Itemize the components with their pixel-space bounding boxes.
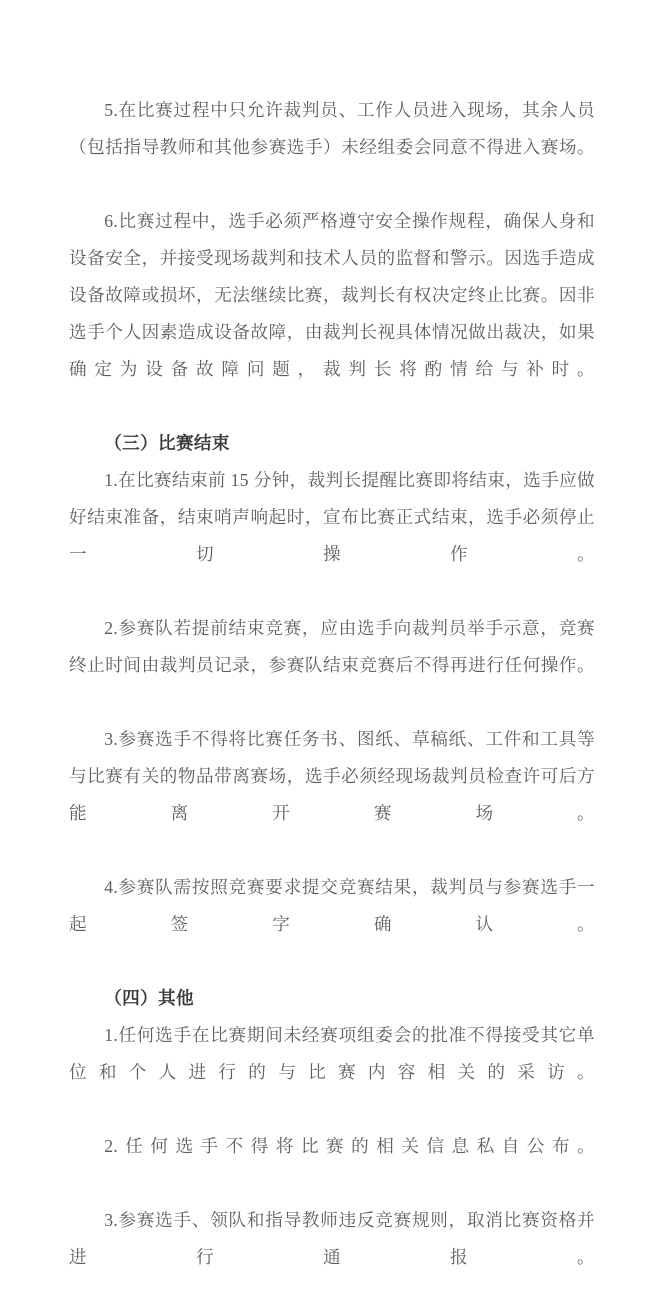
heading-section-three: （三）比赛结束 [104, 433, 230, 453]
document-text-body [69, 92, 595, 1313]
paragraph-rule-5: 5.在比赛过程中只允许裁判员、工作人员进入现场，其余人员（包括指导教师和其他参赛选手）未经组委会同意不得进入赛场。 [69, 100, 595, 157]
paragraph-rule-6: 6.比赛过程中，选手必须严格遵守安全操作规程，确保人身和设备安全，并接受现场裁判和技术人员的监督和警示。因选手造成设备故障或损坏，无法继续比赛，裁判长有权决定终止比赛。因非选手个人因素造成设备故障，由裁判长视具体情况做出裁决，如果确定为设备故障问题，裁判长将酌情给与补时。 [69, 211, 595, 379]
paragraph-other-2: 2.任何选手不得将比赛的相关信息私自公布。 [104, 1136, 595, 1156]
paragraph-end-4: 4.参赛队需按照竞赛要求提交竞赛结果，裁判员与参赛选手一起签字确认。 [69, 877, 595, 934]
paragraph-other-3: 3.参赛选手、领队和指导教师违反竞赛规则，取消比赛资格并进行通报。 [69, 1210, 595, 1267]
paragraph-end-3: 3.参赛选手不得将比赛任务书、图纸、草稿纸、工件和工具等与比赛有关的物品带离赛场，选手必须经现场裁判员检查许可后方能离开赛场。 [69, 729, 595, 823]
paragraph-end-1: 1.在比赛结束前 15 分钟，裁判长提醒比赛即将结束，选手应做好结束准备，结束哨声响起时，宣布比赛正式结束，选手必须停止一切操作。 [69, 470, 595, 564]
paragraph-end-2: 2.参赛队若提前结束竞赛，应由选手向裁判员举手示意，竞赛终止时间由裁判员记录，参赛队结束竞赛后不得再进行任何操作。 [69, 618, 595, 675]
paragraph-other-1: 1.任何选手在比赛期间未经赛项组委会的批准不得接受其它单位和个人进行的与比赛内容相关的采访。 [69, 1025, 595, 1082]
heading-section-four: （四）其他 [104, 988, 194, 1008]
